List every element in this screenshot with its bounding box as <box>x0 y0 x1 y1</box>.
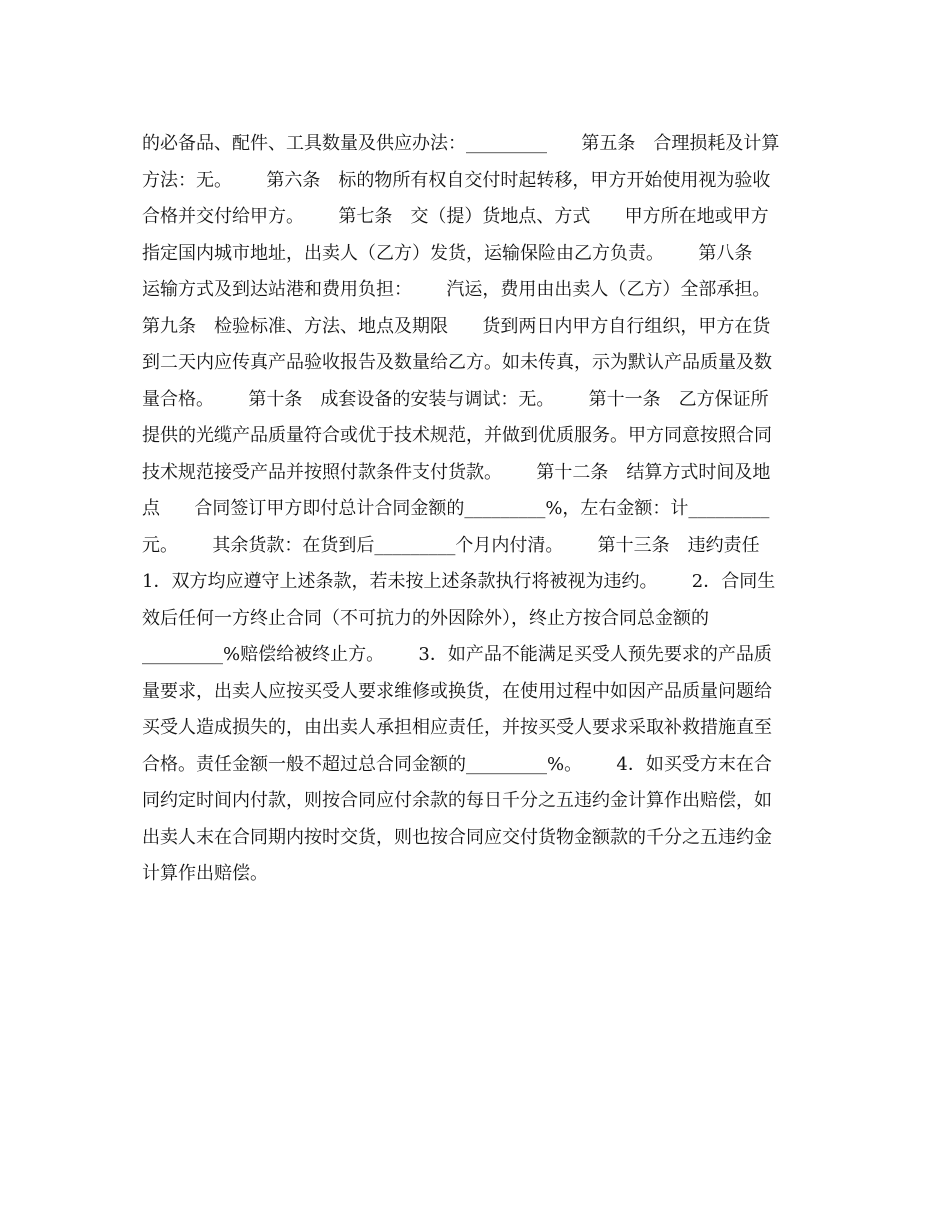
contract-body-text <box>142 126 822 893</box>
text-line: 到二天内应传真产品验收报告及数量给乙方。如未传真，示为默认产品质量及数 <box>142 352 772 373</box>
text-line: 方法：无。 第六条 标的物所有权自交付时起转移，甲方开始使用视为验收 <box>142 169 771 191</box>
text-line: 合格。责任金额一般不超过总合同金额的_________%。 4．如买受方末在合 <box>142 753 772 775</box>
text-line: 同约定时间内付款，则按合同应付余款的每日千分之五违约金计算作出赔偿，如 <box>142 790 772 811</box>
text-line: 运输方式及到达站港和费用负担： 汽运，费用由出卖人（乙方）全部承担。 <box>142 279 771 300</box>
text-line: 的必备品、配件、工具数量及供应办法：_________ 第五条 合理损耗及计算 <box>142 133 780 154</box>
text-line: _________%赔偿给被终止方。 3．如产品不能满足买受人预先要求的产品质 <box>142 644 772 665</box>
text-line: 点 合同签订甲方即付总计合同金额的_________%，左右金额：计_________ <box>142 498 770 519</box>
text-line: 技术规范接受产品并按照付款条件支付货款。 第十二条 结算方式时间及地 <box>142 461 771 483</box>
text-line: 出卖人末在合同期内按时交货，则也按合同应交付货物金额款的千分之五违约金 <box>142 826 772 848</box>
text-line: 1．双方均应遵守上述条款，若未按上述条款执行将被视为违约。 2．合同生 <box>142 571 776 592</box>
text-line: 第九条 检验标准、方法、地点及期限 货到两日内甲方自行组织，甲方在货 <box>142 315 771 337</box>
text-line: 元。 其余货款：在货到后_________个月内付清。 第十三条 违约责任 <box>142 534 760 556</box>
text-line: 量要求，出卖人应按买受人要求维修或换货，在使用过程中如因产品质量问题给 <box>142 680 772 702</box>
text-line: 量合格。 第十条 成套设备的安装与调试：无。 第十一条 乙方保证所 <box>142 388 769 410</box>
text-line: 买受人造成损失的，由出卖人承担相应责任，并按买受人要求采取补救措施直至 <box>142 717 772 738</box>
text-line: 效后任何一方终止合同（不可抗力的外因除外），终止方按合同总金额的 <box>142 607 709 629</box>
text-line: 合格并交付给甲方。 第七条 交（提）货地点、方式 甲方所在地或甲方 <box>142 206 769 227</box>
text-line: 计算作出赔偿。 <box>142 863 268 884</box>
text-line: 提供的光缆产品质量符合或优于技术规范，并做到优质服务。甲方同意按照合同 <box>142 425 772 446</box>
text-line: 指定国内城市地址，出卖人（乙方）发货，运输保险由乙方负责。 第八条 <box>142 242 753 264</box>
